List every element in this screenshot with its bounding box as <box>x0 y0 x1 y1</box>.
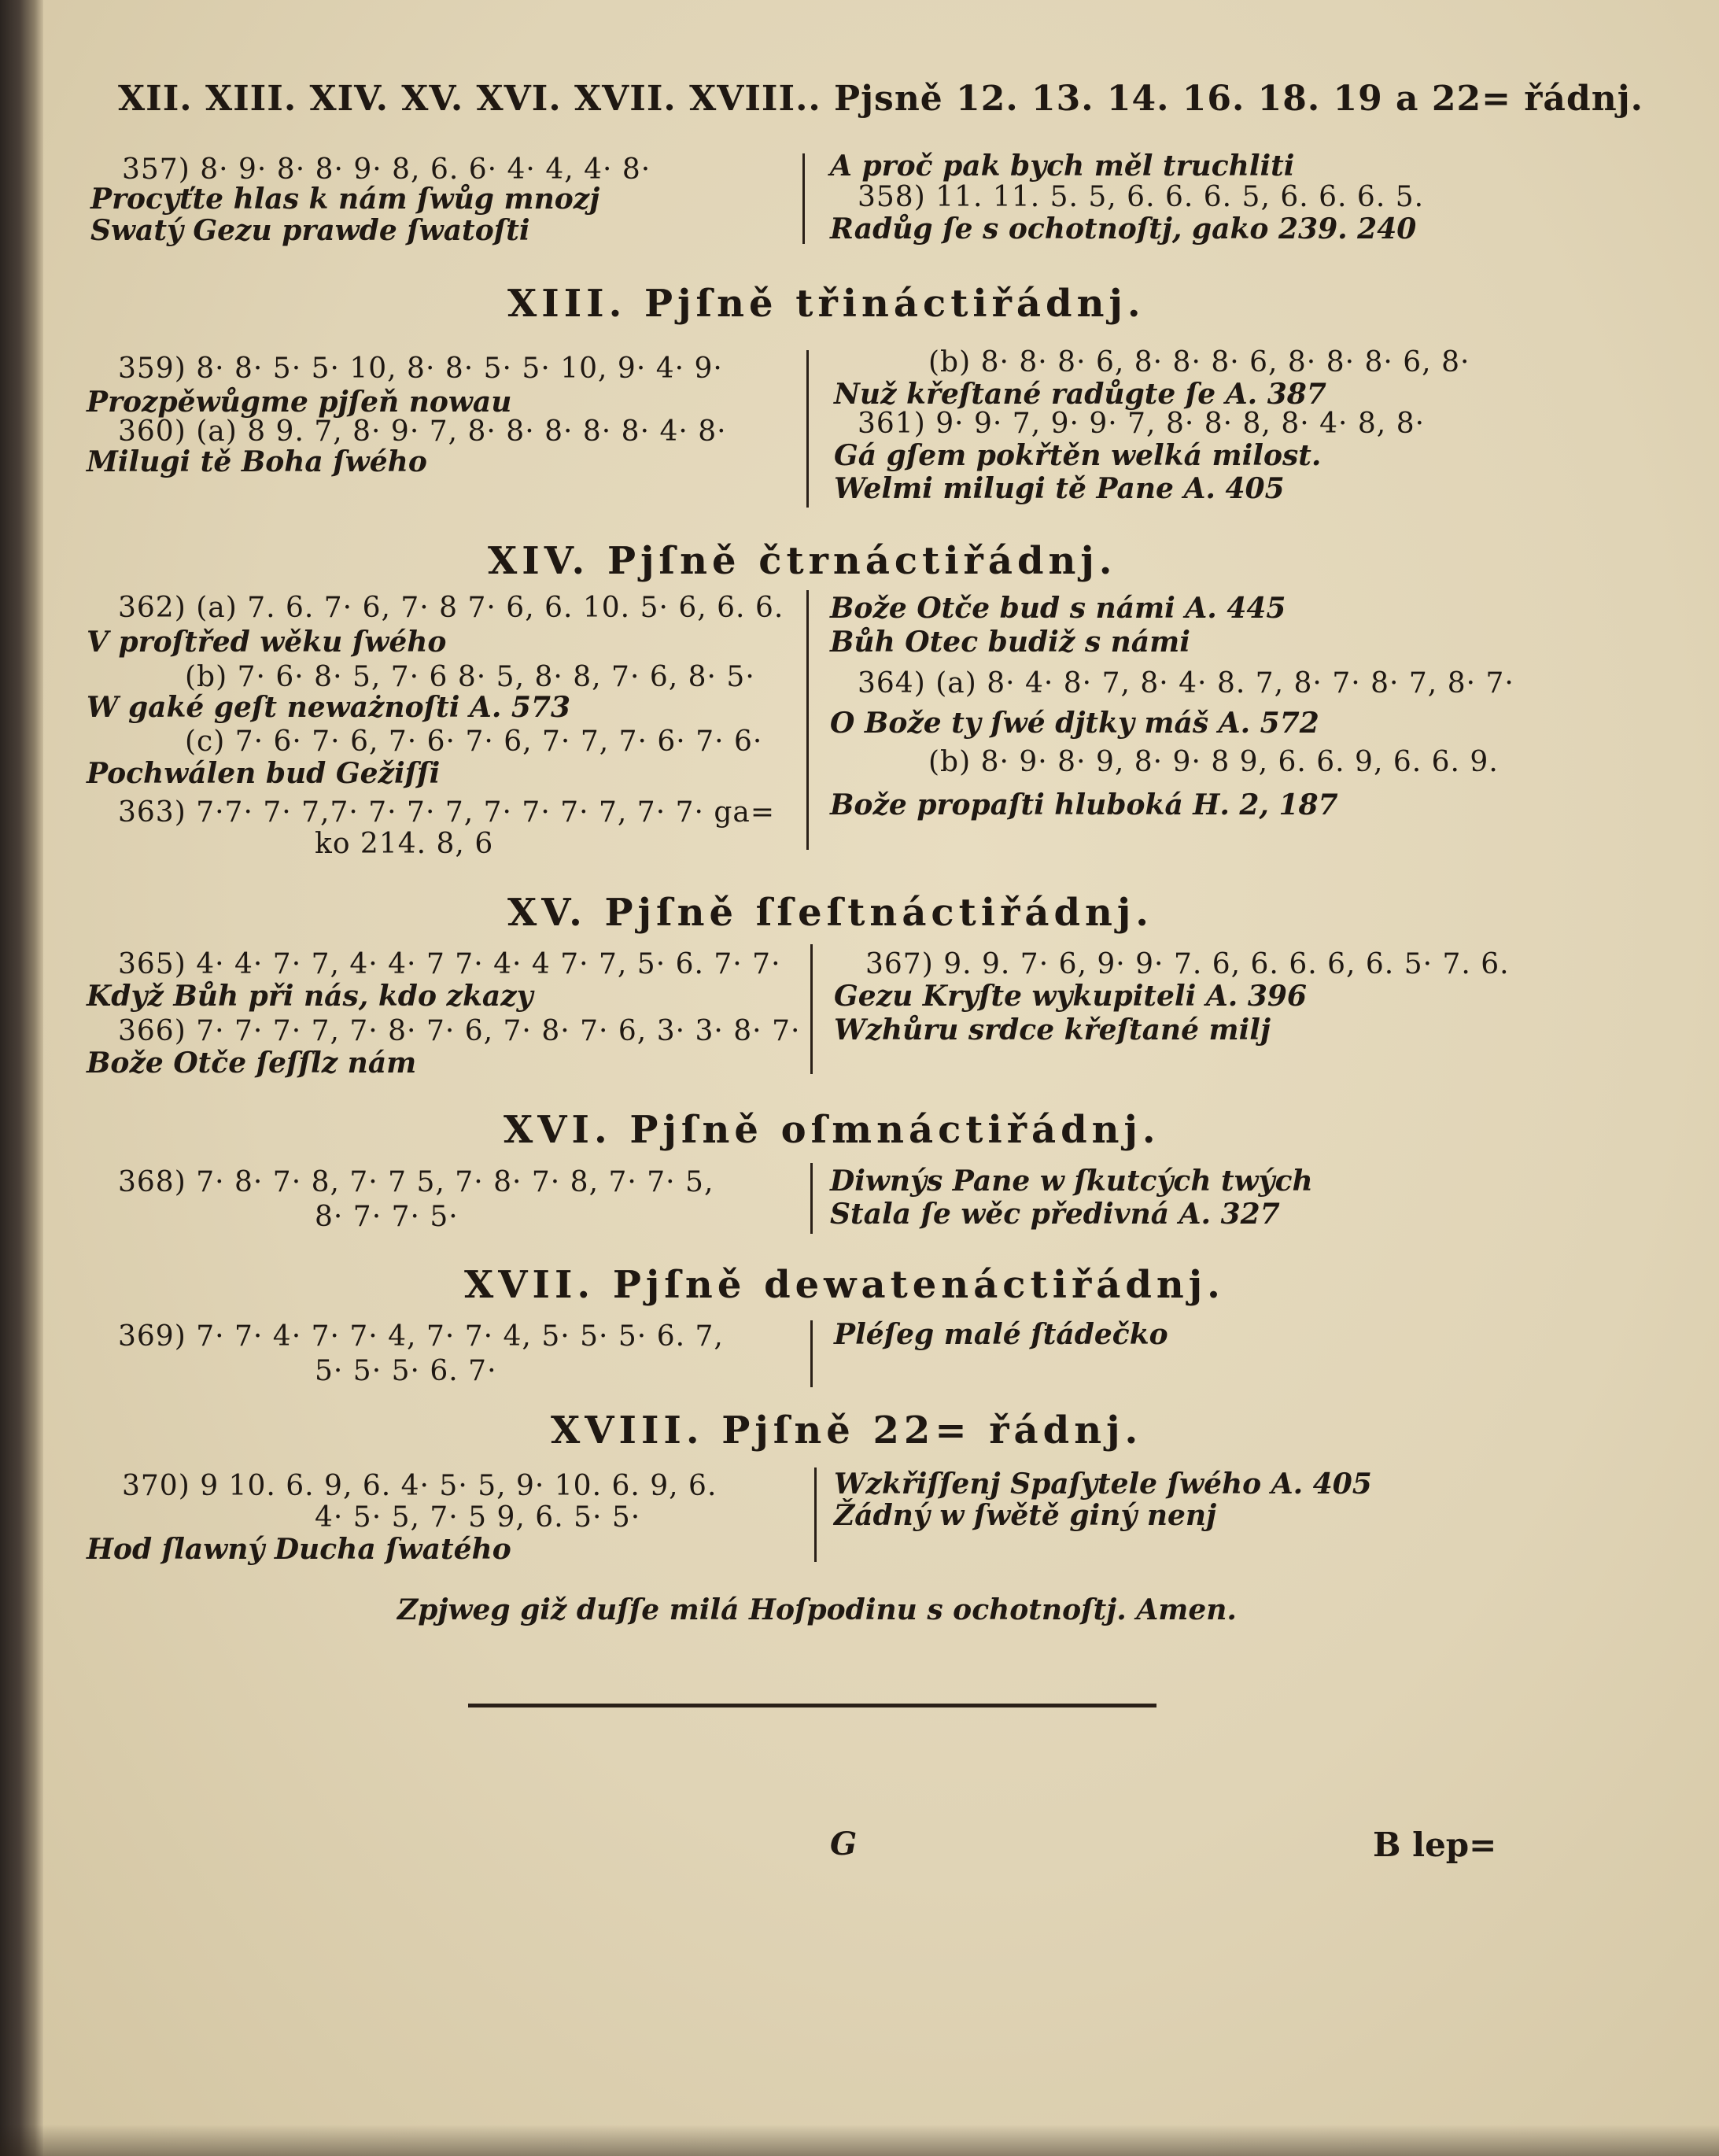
meter-357: 357) 8· 9· 8· 8· 9· 8, 6. 6· 4· 4, 4· 8· <box>122 153 651 186</box>
column-rule <box>806 350 809 508</box>
column-rule <box>814 1467 817 1562</box>
running-header: XII. XIII. XIV. XV. XVI. XVII. XVIII.. Pjsně 12. 13. 14. 16. 18. 19 a 22= řádnj. <box>118 79 1643 119</box>
hymn-title: Bože Otče ſeſſlz nám <box>87 1047 417 1080</box>
closing-line: Zpjweg giž duſſe milá Hoſpodinu s ochotnoſtj. Amen. <box>397 1593 1237 1626</box>
hymn-title: Stala ſe wěc předivná A. 327 <box>830 1198 1280 1231</box>
page-edge-shadow <box>0 2125 1719 2156</box>
ornamental-rule <box>468 1704 1156 1707</box>
hymn-title: Žádný w ſwětě giný nenj <box>834 1499 1217 1532</box>
meter-364b: (b) 8· 9· 8· 9, 8· 9· 8 9, 6. 6. 9, 6. 6. 9. <box>928 746 1499 778</box>
meter-366: 366) 7· 7· 7· 7, 7· 8· 7· 6, 7· 8· 7· 6, 3· 3· 8· 7· <box>118 1015 801 1047</box>
hymn-title: Welmi milugi tě Pane A. 405 <box>834 472 1285 505</box>
section-title: XIII. Pjſně třináctiřádnj. <box>507 282 1145 326</box>
section-title: XVIII. Pjſně 22= řádnj. <box>551 1408 1143 1453</box>
meter-365: 365) 4· 4· 7· 7, 4· 4· 7 7· 4· 4 7· 7, 5· 6. 7· 7· <box>118 948 781 980</box>
meter-362c: (c) 7· 6· 7· 6, 7· 6· 7· 6, 7· 7, 7· 6· 7· 6· <box>185 725 763 758</box>
hymn-title: Když Bůh při nás, kdo zkazy <box>87 980 533 1013</box>
meter-362a: 362) (a) 7. 6. 7· 6, 7· 8 7· 6, 6. 10. 5· 6, 6. 6. <box>118 592 784 624</box>
meter-370: 370) 9 10. 6. 9, 6. 4· 5· 5, 9· 10. 6. 9, 6. <box>122 1470 717 1502</box>
meter-358: 358) 11. 11. 5. 5, 6. 6. 6. 5, 6. 6. 6. 5. <box>858 181 1425 213</box>
hymn-title: Prozpěwůgme pjſeň nowau <box>87 386 512 419</box>
hymn-title: Swatý Gezu prawde ſwatoſti <box>90 214 530 247</box>
column-rule <box>806 590 809 850</box>
meter-363-cont: ko 214. 8, 6 <box>315 828 494 860</box>
signature-mark: G <box>830 1826 858 1863</box>
hymn-title: Radůg ſe s ochotnoſtj, gako 239. 240 <box>830 212 1417 246</box>
hymn-title: Wzhůru srdce křeſtané milj <box>834 1013 1271 1047</box>
meter-369-cont: 5· 5· 5· 6. 7· <box>315 1355 497 1387</box>
meter-367: 367) 9. 9. 7· 6, 9· 9· 7. 6, 6. 6. 6, 6. 5· 7. 6. <box>865 948 1510 980</box>
hymn-title: Bože Otče bud s námi A. 445 <box>830 592 1286 625</box>
column-rule <box>810 1320 813 1387</box>
meter-370-cont: 4· 5· 5, 7· 5 9, 6. 5· 5· <box>315 1501 641 1534</box>
hymn-title: Wzkřiſſenj Spaſytele ſwého A. 405 <box>834 1467 1372 1501</box>
catchword: B lep= <box>1373 1826 1497 1864</box>
hymn-title: Diwnýs Pane w ſkutcých twých <box>830 1165 1313 1198</box>
hymn-title: Procyťte hlas k nám ſwůg mnozj <box>90 183 600 216</box>
meter-362b: (b) 7· 6· 8· 5, 7· 6 8· 5, 8· 8, 7· 6, 8· 5· <box>185 661 755 693</box>
hymn-title: Gezu Kryſte wykupiteli A. 396 <box>834 980 1307 1013</box>
meter-361: 361) 9· 9· 7, 9· 9· 7, 8· 8· 8, 8· 4· 8, 8· <box>858 408 1426 440</box>
hymn-title: Milugi tě Boha ſwého <box>87 445 427 478</box>
column-rule <box>810 944 813 1074</box>
column-rule <box>810 1163 813 1234</box>
hymn-title: W gaké geſt neważnoſti A. 573 <box>87 691 571 724</box>
meter-368-cont: 8· 7· 7· 5· <box>315 1201 459 1233</box>
meter-364a: 364) (a) 8· 4· 8· 7, 8· 4· 8. 7, 8· 7· 8· 7, 8· 7· <box>858 667 1514 700</box>
meter-369: 369) 7· 7· 4· 7· 7· 4, 7· 7· 4, 5· 5· 5· 6. 7, <box>118 1320 724 1353</box>
hymn-title: O Bože ty ſwé djtky máš A. 572 <box>830 707 1319 740</box>
section-title: XIV. Pjſně čtrnáctiřádnj. <box>488 539 1117 583</box>
meter-368: 368) 7· 8· 7· 8, 7· 7 5, 7· 8· 7· 8, 7· 7· 5, <box>118 1166 714 1198</box>
hymn-title: Pléſeg malé ſtádečko <box>834 1318 1168 1351</box>
hymn-title: Bože propaſti hluboká H. 2, 187 <box>830 788 1338 821</box>
hymn-title: Hod ſlawný Ducha ſwatého <box>87 1533 511 1566</box>
meter-360a: 360) (a) 8 9. 7, 8· 9· 7, 8· 8· 8· 8· 8· 4· 8· <box>118 415 727 448</box>
hymn-title: A proč pak bych měl truchliti <box>830 150 1295 183</box>
hymn-title: Nuž křeſtané radůgte ſe A. 387 <box>834 378 1326 411</box>
hymn-title: Pochwálen bud Gežiſſi <box>87 757 441 790</box>
book-spine <box>0 0 43 2156</box>
meter-363: 363) 7·7· 7· 7,7· 7· 7· 7, 7· 7· 7· 7, 7· 7· ga= <box>118 796 776 829</box>
hymn-title: Bůh Otec budiž s námi <box>830 626 1190 659</box>
meter-360b: (b) 8· 8· 8· 6, 8· 8· 8· 6, 8· 8· 8· 6, 8· <box>928 346 1470 378</box>
column-rule <box>802 153 805 244</box>
section-title: XV. Pjſně ſſeſtnáctiřádnj. <box>507 891 1153 935</box>
hymn-title: V proſtřed wěku ſwého <box>87 626 447 659</box>
meter-359: 359) 8· 8· 5· 5· 10, 8· 8· 5· 5· 10, 9· 4· 9· <box>118 353 723 385</box>
section-title: XVI. Pjſně oſmnáctiřádnj. <box>504 1108 1160 1152</box>
section-title: XVII. Pjſně dewatenáctiřádnj. <box>464 1263 1225 1307</box>
hymn-title: Gá gſem pokřtěn welká milost. <box>834 439 1322 472</box>
